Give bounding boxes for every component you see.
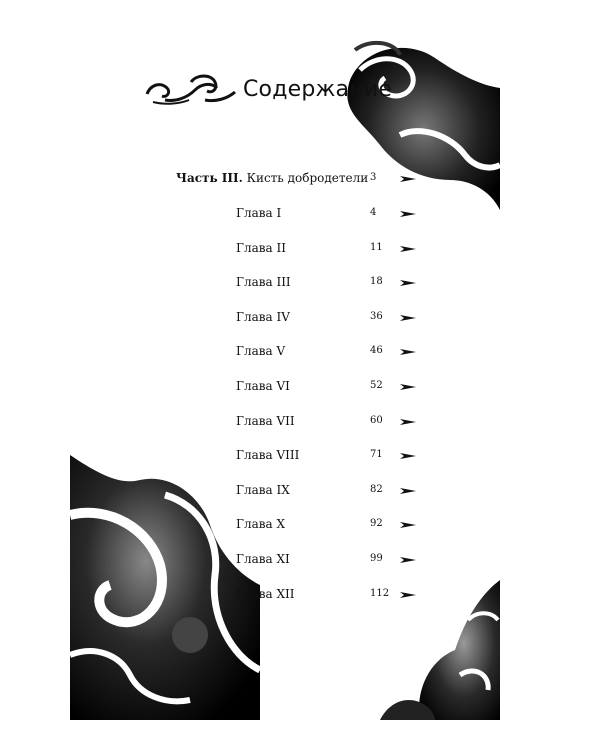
chapter-label: Глава X	[236, 517, 285, 532]
part-label	[176, 171, 368, 185]
arrow-right-icon	[400, 347, 416, 357]
chapter-label: Глава XI	[236, 552, 290, 566]
chapter-label: Глава XII	[236, 586, 295, 601]
page-title: Содержание	[243, 76, 393, 102]
page-number: 60	[370, 414, 383, 426]
arrow-right-icon	[400, 382, 416, 392]
arrow-right-icon	[400, 590, 416, 600]
page-number: 99	[370, 553, 383, 564]
chapter-label: Глава VIII	[236, 448, 300, 463]
page-number: 18	[370, 276, 383, 288]
arrow-right-icon	[400, 174, 416, 184]
arrow-right-icon	[400, 278, 416, 288]
chapter-label: Глава IV	[236, 309, 290, 324]
page-number: 4	[370, 207, 377, 218]
page-number: 3	[370, 172, 377, 183]
chapter-label: Глава II	[236, 240, 286, 255]
page-number: 82	[370, 483, 383, 495]
page-number: 46	[370, 345, 383, 357]
arrow-right-icon	[400, 451, 416, 461]
arrow-right-icon	[400, 417, 416, 427]
page-number: 11	[370, 241, 383, 253]
chapter-label: Глава III	[236, 275, 291, 290]
arrow-right-icon	[400, 555, 416, 565]
chapter-label: Глава VII	[236, 413, 295, 428]
arrow-right-icon	[400, 244, 416, 254]
chapter-label: Глава V	[236, 344, 286, 359]
arrow-right-icon	[400, 209, 416, 219]
page-number: 112	[370, 587, 390, 599]
part-title: Кисть добродетели	[246, 171, 369, 185]
arrow-right-icon	[400, 313, 416, 323]
page-number: 71	[370, 449, 383, 461]
part-prefix: Часть III.	[176, 171, 243, 185]
page-number: 36	[370, 310, 383, 322]
chapter-label: Глава I	[236, 206, 282, 220]
arrow-right-icon	[400, 520, 416, 530]
chapter-label: Глава VI	[236, 379, 290, 393]
arrow-right-icon	[400, 486, 416, 496]
chapter-label: Глава IX	[236, 482, 290, 497]
page-number: 52	[370, 380, 383, 391]
page-number: 92	[370, 518, 383, 530]
